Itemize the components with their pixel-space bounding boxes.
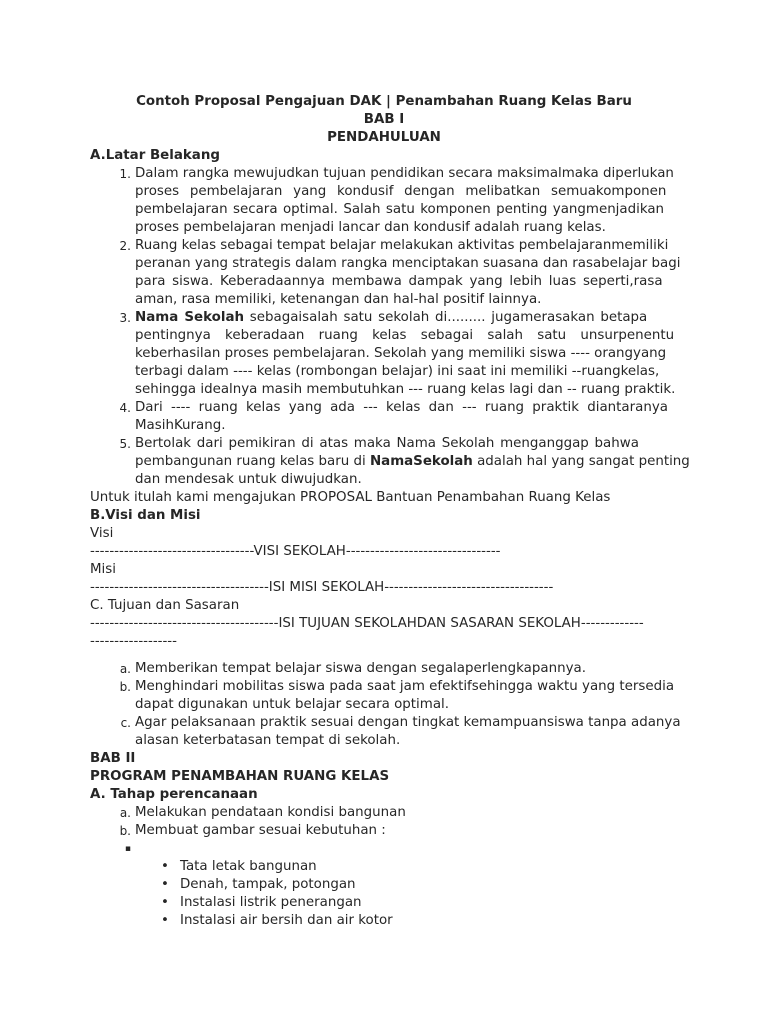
chapter-2-label: BAB II <box>90 751 136 766</box>
list-marker: a. <box>119 806 131 820</box>
text-line: keberhasilan proses pembelajaran. Sekolah yang memiliki siswa ---- orangyang <box>135 346 667 361</box>
text-line: dan mendesak untuk diwujudkan. <box>135 472 362 487</box>
tujuan-placeholder: ---------------------------------------ISI TUJUAN SEKOLAHDAN SASARAN SEKOLAH------------- <box>90 616 644 631</box>
text-span: adalah hal yang sangat penting <box>472 454 690 469</box>
text-span: sebagaisalah satu sekolah di......... jugamerasakan betapa <box>244 310 648 325</box>
list-marker: 1. <box>119 167 131 181</box>
text-line: para siswa. Keberadaannya membawa dampak yang lebih luas seperti,rasa <box>135 274 663 289</box>
bullet-icon: • <box>161 913 169 928</box>
text-line: alasan keterbatasan tempat di sekolah. <box>135 733 401 748</box>
text-line <box>135 309 678 327</box>
list-item <box>119 165 678 237</box>
section-heading-tujuan-sasaran: C. Tujuan dan Sasaran <box>90 598 240 613</box>
text-line: aman, rasa memiliki, ketenangan dan hal-hal positif lainnya. <box>135 292 542 307</box>
chapter-title: PENDAHULUAN <box>327 130 441 145</box>
section-heading-perencanaan: A. Tahap perencanaan <box>90 787 258 802</box>
chapter-label: BAB I <box>363 112 405 127</box>
text-line: pembelajaran secara optimal. Salah satu komponen penting yangmenjadikan <box>135 202 665 217</box>
list-item <box>119 435 690 489</box>
document-page <box>90 93 690 930</box>
text-line: Agar pelaksanaan praktik sesuai dengan tingkat kemampuansiswa tanpa adanya <box>135 715 681 730</box>
list-marker: 5. <box>119 437 131 451</box>
bullet-icon: • <box>161 877 169 892</box>
misi-label: Misi <box>90 562 116 577</box>
square-bullet-list <box>90 840 678 858</box>
school-name-bold: NamaSekolah <box>369 454 473 469</box>
visi-label: Visi <box>90 526 114 541</box>
list-item <box>119 309 678 399</box>
text-line: pentingnya keberadaan ruang kelas sebagai salah satu unsurpenentu <box>135 328 675 343</box>
misi-placeholder: -------------------------------------ISI MISI SEKOLAH----------------------------------- <box>90 580 554 595</box>
list-marker: 2. <box>119 239 131 253</box>
text-line: Bertolak dari pemikiran di atas maka Nama Sekolah menganggap bahwa <box>135 436 639 451</box>
text-line: peranan yang strategis dalam rangka menciptakan suasana dan rasabelajar bagi <box>135 256 681 271</box>
bullet-text: Tata letak bangunan <box>180 859 317 874</box>
text-line: Dalam rangka mewujudkan tujuan pendidikan secara maksimalmaka diperlukan <box>135 166 674 181</box>
text-line: sehingga idealnya masih membutuhkan --- ruang kelas lagi dan -- ruang praktik. <box>135 382 676 397</box>
tujuan-placeholder-continued: ------------------ <box>90 634 177 649</box>
planning-list <box>90 804 678 840</box>
text-line <box>135 453 690 471</box>
section-heading-latar-belakang: A.Latar Belakang <box>90 148 220 163</box>
list-marker: c. <box>120 716 131 730</box>
bullet-icon: • <box>161 895 169 910</box>
list-marker: a. <box>119 662 131 676</box>
chapter-2-title: PROGRAM PENAMBAHAN RUANG KELAS <box>90 769 390 784</box>
square-bullet-icon: ▪ <box>124 844 131 854</box>
bullet-text: Denah, tampak, potongan <box>180 877 356 892</box>
text-line: proses pembelajaran yang kondusif dengan melibatkan semuakomponen <box>135 184 667 199</box>
school-name-bold: Nama Sekolah <box>135 310 245 325</box>
list-item <box>161 912 678 930</box>
text-line: terbagi dalam ---- kelas (rombongan belajar) ini saat ini memiliki --ruangkelas, <box>135 364 660 379</box>
list-marker: 4. <box>119 401 131 415</box>
list-item <box>119 804 678 822</box>
drawing-list <box>90 858 678 930</box>
text-line: Membuat gambar sesuai kebutuhan : <box>135 823 386 838</box>
list-item <box>119 822 678 840</box>
text-line: Memberikan tempat belajar siswa dengan segalaperlengkapannya. <box>135 661 586 676</box>
list-item <box>119 399 678 435</box>
text-line: Menghindari mobilitas siswa pada saat jam efektifsehingga waktu yang tersedia <box>135 679 675 694</box>
list-item <box>119 678 678 714</box>
bullet-icon: • <box>161 859 169 874</box>
list-marker: 3. <box>119 311 131 325</box>
list-item <box>161 858 678 876</box>
list-item <box>161 894 678 912</box>
text-span: pembangunan ruang kelas baru di <box>135 454 370 469</box>
objective-list <box>90 660 681 750</box>
bullet-text: Instalasi listrik penerangan <box>180 895 362 910</box>
list-marker: b. <box>119 824 131 838</box>
text-line: proses pembelajaran menjadi lancar dan kondusif adalah ruang kelas. <box>135 220 606 235</box>
bullet-text: Instalasi air bersih dan air kotor <box>180 913 393 928</box>
list-item <box>124 840 678 858</box>
text-line: Ruang kelas sebagai tempat belajar melakukan aktivitas pembelajaranmemiliki <box>135 238 669 253</box>
list-item <box>120 714 681 750</box>
text-line: MasihKurang. <box>135 418 226 433</box>
list-item <box>119 660 678 678</box>
visi-placeholder: ----------------------------------VISI SEKOLAH-------------------------------- <box>90 544 501 559</box>
background-list <box>90 165 690 489</box>
list-item <box>119 237 681 309</box>
text-line: Dari ---- ruang kelas yang ada --- kelas dan --- ruang praktik diantaranya <box>135 400 668 415</box>
document-title: Contoh Proposal Pengajuan DAK | Penambahan Ruang Kelas Baru <box>136 94 632 109</box>
text-line: Melakukan pendataan kondisi bangunan <box>135 805 406 820</box>
list-item <box>161 876 678 894</box>
section-heading-visi-misi: B.Visi dan Misi <box>90 508 201 523</box>
closing-paragraph: Untuk itulah kami mengajukan PROPOSAL Bantuan Penambahan Ruang Kelas <box>90 490 611 505</box>
text-line: dapat digunakan untuk belajar secara optimal. <box>135 697 449 712</box>
list-marker: b. <box>119 680 131 694</box>
